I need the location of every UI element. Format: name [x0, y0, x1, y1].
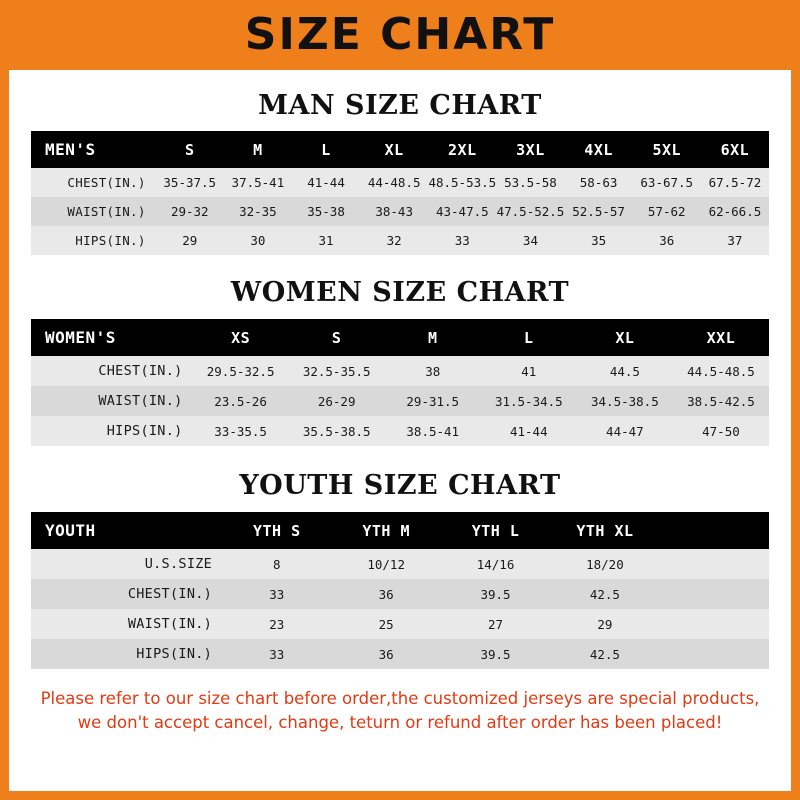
man-row1-val4: 43-47.5 [435, 204, 489, 219]
youth-row0-val3: 18/20 [586, 556, 624, 572]
youth-size-table [31, 512, 769, 669]
man-header-cell-9: 6XL [720, 140, 750, 159]
women-row0-val4: 44.5 [609, 363, 640, 379]
youth-row2-val2: 27 [488, 616, 504, 632]
man-row1-label: WAIST(IN.) [67, 204, 146, 219]
table-row [31, 168, 769, 197]
footer-note-line1: Please refer to our size chart before order,the customized jerseys are special products, [40, 689, 760, 708]
youth-row1-val0: 33 [269, 586, 285, 602]
man-row0-val7: 63-67.5 [640, 175, 694, 190]
youth-section-title: YOUTH SIZE CHART [239, 470, 561, 501]
page-title: SIZE CHART [244, 9, 556, 60]
man-row0-val1: 37.5-41 [231, 175, 285, 190]
man-row0-val0: 35-37.5 [163, 175, 217, 190]
youth-row1-spacer [660, 579, 769, 609]
women-row1-val2: 29-31.5 [406, 393, 460, 409]
women-header-cell-3: M [427, 328, 438, 347]
women-header-cell-5: XL [615, 328, 635, 347]
women-row1-val0: 23.5-26 [214, 393, 267, 409]
man-header-cell-5: 2XL [448, 140, 477, 159]
man-header-cell-7: 4XL [584, 140, 613, 159]
women-header-cell-1: XS [231, 328, 251, 347]
man-header-cell-0: MEN'S [45, 140, 96, 159]
women-row2-label: HIPS(IN.) [106, 423, 183, 439]
youth-header-cell-2: YTH M [362, 521, 410, 540]
youth-row0-val1: 10/12 [367, 556, 405, 572]
man-header-cell-3: L [321, 140, 331, 159]
women-row0-val5: 44.5-48.5 [687, 363, 755, 379]
youth-header-cell-3: YTH L [471, 521, 520, 540]
women-header-cell-2: S [331, 328, 342, 347]
women-row0-val3: 41 [521, 363, 537, 379]
man-row0-val6: 58-63 [579, 175, 618, 190]
man-header-cell-1: S [184, 140, 195, 159]
man-size-table [31, 131, 769, 255]
man-table-header-row [31, 131, 769, 168]
youth-row3-val3: 42.5 [589, 646, 620, 662]
content-area [9, 90, 791, 735]
youth-row2-val0: 23 [269, 616, 285, 632]
women-row0-val1: 32.5-35.5 [302, 363, 371, 379]
man-row0-val5: 53.5-58 [504, 175, 557, 190]
man-row2-val1: 30 [250, 233, 266, 248]
man-row2-val8: 37 [727, 233, 743, 248]
man-row2-val4: 33 [454, 233, 470, 248]
man-row2-val0: 29 [182, 233, 198, 248]
youth-row1-val1: 36 [378, 586, 394, 602]
man-row2-val2: 31 [318, 233, 334, 248]
women-row0-val0: 29.5-32.5 [206, 363, 275, 379]
man-row1-val5: 47.5-52.5 [496, 204, 565, 219]
women-row2-val1: 35.5-38.5 [302, 423, 371, 439]
man-row0-val3: 44-48.5 [367, 175, 421, 190]
man-row0-val4: 48.5-53.5 [428, 175, 497, 190]
table-row [31, 416, 769, 446]
youth-table-header-row [31, 512, 769, 549]
man-row2-val5: 34 [522, 233, 538, 248]
youth-row2-val1: 25 [378, 616, 394, 632]
man-header-cell-8: 5XL [652, 140, 682, 159]
man-row2-label: HIPS(IN.) [75, 233, 146, 248]
man-row2-val7: 36 [659, 233, 675, 248]
youth-row0-val0: 8 [273, 556, 281, 572]
women-row1-val1: 26-29 [317, 393, 356, 409]
man-row1-val7: 57-62 [647, 204, 686, 219]
man-row0-val8: 67.5-72 [708, 175, 762, 190]
man-row1-val3: 38-43 [375, 204, 413, 219]
man-header-cell-2: M [253, 140, 263, 159]
youth-row2-label: WAIST(IN.) [127, 616, 213, 632]
man-row2-val3: 32 [386, 233, 402, 248]
women-row2-val5: 47-50 [702, 423, 740, 439]
table-row [31, 609, 769, 639]
table-row [31, 579, 769, 609]
youth-row0-spacer [660, 549, 769, 579]
man-row0-label: CHEST(IN.) [67, 175, 146, 190]
man-row1-val6: 52.5-57 [572, 204, 625, 219]
table-row [31, 226, 769, 255]
women-row2-val4: 44-47 [606, 423, 644, 439]
youth-row3-spacer [660, 639, 769, 669]
women-header-cell-4: L [524, 328, 534, 347]
women-table-header-row [31, 319, 769, 356]
youth-row3-val1: 36 [378, 646, 394, 662]
man-section-title: MAN SIZE CHART [258, 90, 542, 121]
women-row0-label: CHEST(IN.) [98, 363, 183, 379]
youth-row1-val3: 42.5 [589, 586, 620, 602]
women-row2-val3: 41-44 [509, 423, 548, 439]
man-row1-val2: 35-38 [307, 204, 345, 219]
man-row1-val8: 62-66.5 [708, 204, 762, 219]
table-row [31, 197, 769, 226]
youth-row2-val3: 29 [597, 616, 613, 632]
women-row1-label: WAIST(IN.) [98, 393, 183, 409]
women-row1-val5: 38.5-42.5 [687, 393, 755, 409]
man-row0-val2: 41-44 [307, 175, 345, 190]
women-size-table [31, 319, 769, 446]
man-row1-val0: 29-32 [170, 204, 209, 219]
youth-row2-spacer [660, 609, 769, 639]
women-row2-val2: 38.5-41 [406, 423, 460, 439]
man-row1-val1: 32-35 [239, 204, 277, 219]
women-header-cell-0: WOMEN'S [45, 328, 116, 347]
youth-row3-val0: 33 [269, 646, 285, 662]
youth-header-cell-0: YOUTH [45, 521, 96, 540]
youth-row1-label: CHEST(IN.) [127, 586, 213, 602]
women-header-cell-6: XXL [706, 328, 736, 347]
women-row1-val4: 34.5-38.5 [591, 393, 659, 409]
footer-note-line2: we don't accept cancel, change, teturn or refund after order has been placed! [77, 712, 723, 732]
youth-header-cell-1: YTH S [252, 521, 301, 540]
youth-row0-val2: 14/16 [476, 556, 515, 572]
table-row [31, 356, 769, 386]
youth-row3-label: HIPS(IN.) [136, 646, 213, 662]
youth-row0-label: U.S.SIZE [144, 556, 213, 572]
youth-row1-val2: 39.5 [480, 586, 511, 602]
header-bar [9, 0, 791, 70]
women-section-title: WOMEN SIZE CHART [230, 277, 570, 308]
footer-note [31, 687, 769, 735]
man-header-cell-6: 3XL [516, 140, 545, 159]
women-row1-val3: 31.5-34.5 [494, 393, 563, 409]
table-row [31, 639, 769, 669]
man-header-cell-4: XL [384, 140, 404, 159]
women-row2-val0: 33-35.5 [214, 423, 267, 439]
table-row [31, 549, 769, 579]
table-row [31, 386, 769, 416]
man-row2-val6: 35 [591, 233, 607, 248]
youth-header-cell-4: YTH XL [576, 521, 634, 540]
youth-row3-val2: 39.5 [480, 646, 511, 662]
women-row0-val2: 38 [425, 363, 441, 379]
youth-header-cell-spacer [660, 512, 769, 549]
